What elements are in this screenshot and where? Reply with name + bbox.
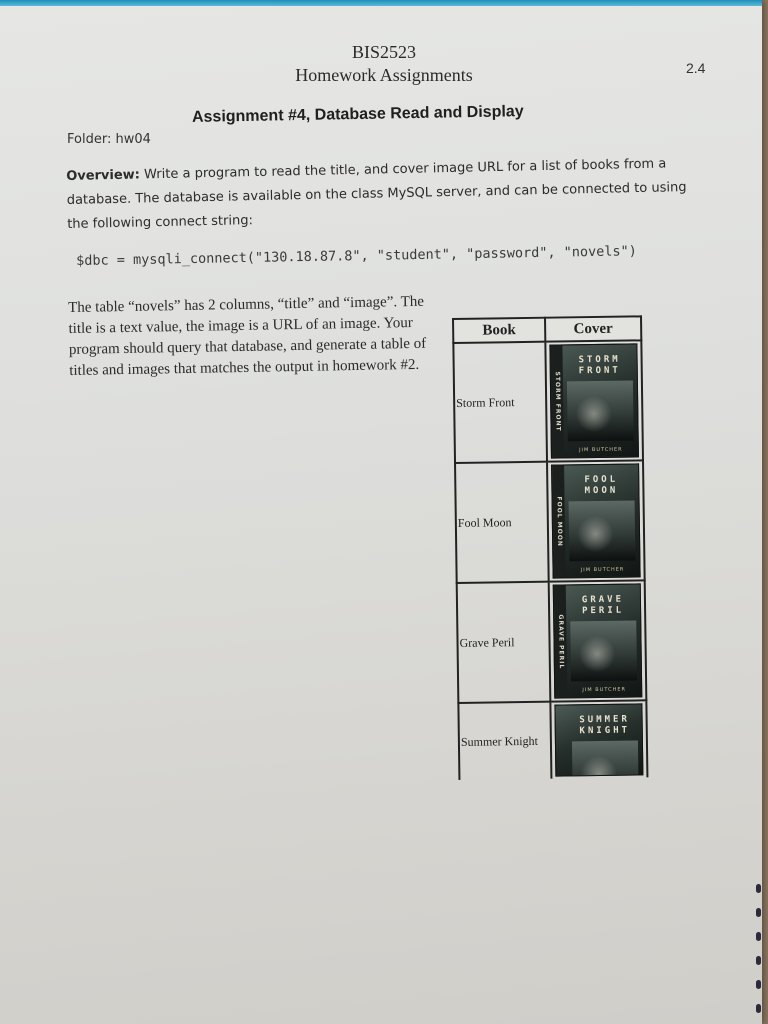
book-cover-image [554,703,643,776]
connect-string-code: $dbc = mysqli_connect("130.18.87.8", "student", "password", "novels") [76,243,638,269]
cover-spine: FOOL MOON [552,465,566,577]
table-row [457,580,647,703]
binder-ring [756,884,761,893]
assignment-title: Assignment #4, Database Read and Display [191,103,524,126]
page-number: 2.4 [686,60,706,76]
table-header-row [453,316,641,343]
cover-author: JIM BUTCHER [579,446,623,454]
overview-label: Overview: [66,167,141,184]
table-row [458,700,647,780]
header-cover: Cover [545,316,641,341]
cover-spine: GRAVE PERIL [554,585,568,697]
table-row [455,460,645,583]
cover-cell [550,700,647,778]
cover-art [569,500,636,561]
book-title-cell: Fool Moon [455,462,549,583]
book-title-cell: Storm Front [453,342,547,463]
header-book: Book [453,318,545,343]
cover-art [570,620,637,681]
sample-output-table [452,315,648,780]
book-title-cell: Summer Knight [458,702,551,780]
cover-title: GRAVE PERIL [581,594,625,617]
book-cover-image [549,343,639,458]
cover-art [567,380,634,441]
cover-cell [549,580,647,701]
binder-ring [756,932,761,941]
cover-author: JIM BUTCHER [580,566,625,574]
binder-rings [754,880,762,1020]
book-cover-image [551,463,641,578]
overview-paragraph [66,152,707,237]
cover-cell [545,340,643,461]
folder-label: Folder: hw04 [67,132,151,147]
cover-author: JIM BUTCHER [582,686,627,694]
binder-ring [756,980,761,989]
table-row [453,340,643,463]
book-cover-image [553,583,643,698]
binder-ring [756,1004,761,1013]
cover-cell [547,460,645,581]
book-title-cell: Grave Peril [457,582,551,703]
cover-title: SUMMER KNIGHT [579,714,631,737]
top-edge-strip [0,0,762,6]
page-subtitle: Homework Assignments [295,65,473,85]
table-description: The table “novels” has 2 columns, “title” and “image”. The title is a text value, the image is a URL of an image. Your program should query that database, and generate a table of titles and images that matches the output in homework #2. [68,293,427,379]
cover-art [572,740,639,776]
binder-ring [756,908,761,917]
cover-title: FOOL MOON [584,474,619,497]
overview-text: Write a program to read the title, and cover image URL for a list of books from a database. The database is available on the class MySQL server, and can be connected to using the following connect string: [66,156,687,232]
cover-title: STORM FRONT [578,354,621,377]
binder-ring [756,956,761,965]
cover-spine: STORM FRONT [550,345,564,457]
course-code: BIS2523 [351,42,416,62]
